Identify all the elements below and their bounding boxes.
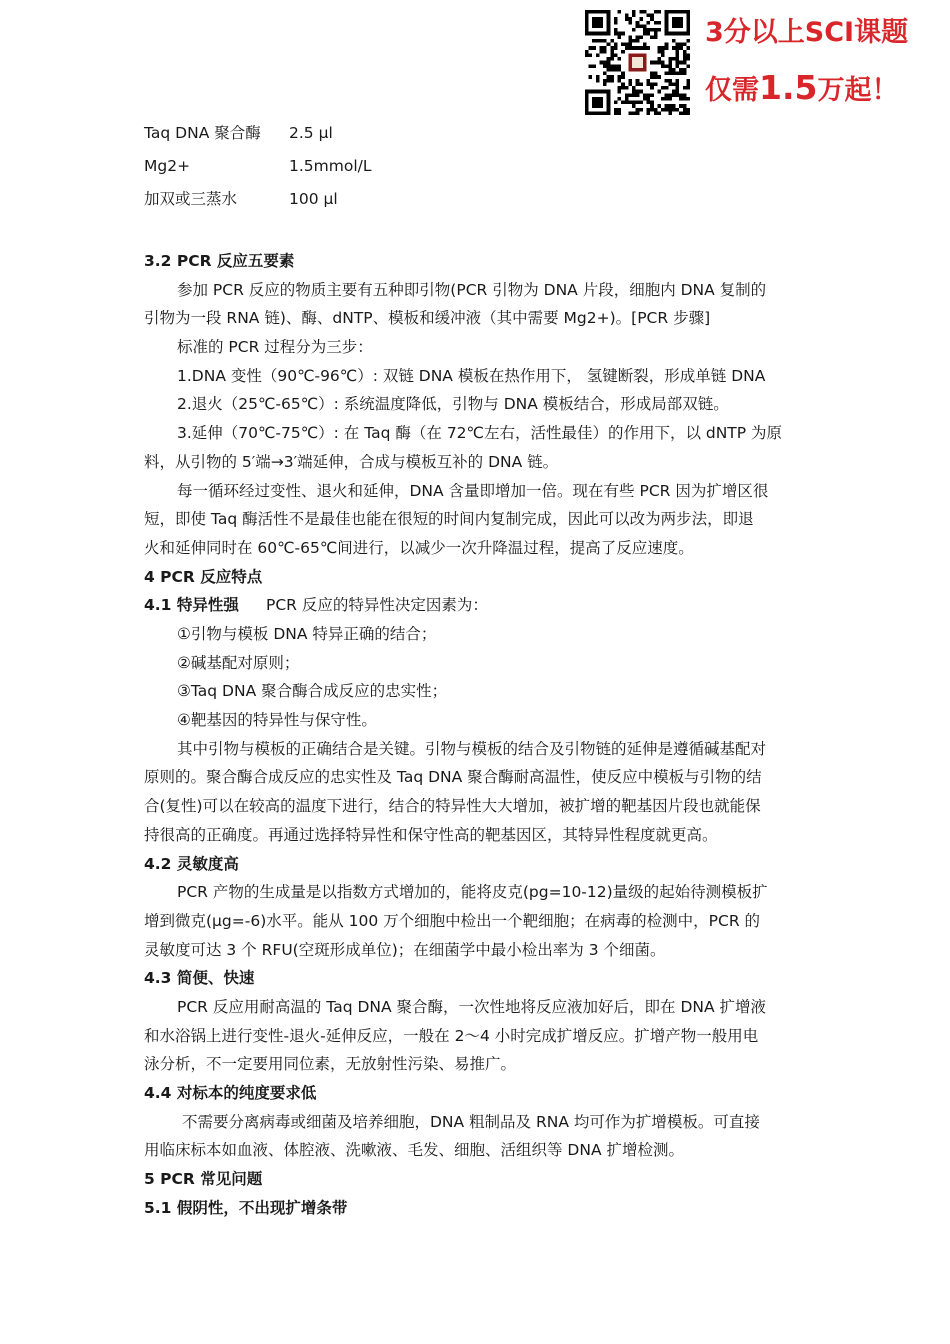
ad-suffix: 万起！: [817, 75, 899, 106]
paragraph-line: 持很高的正确度。再通过选择特异性和保守性高的靶基因区，其特异性程度就更高。: [144, 826, 718, 844]
reagent-value: 100 μl: [289, 190, 338, 208]
paragraph-line: 灵敏度可达 3 个 RFU(空斑形成单位)；在细菌学中最小检出率为 3 个细菌。: [144, 941, 666, 959]
section-heading: 4.2 灵敏度高: [144, 855, 239, 873]
paragraph-line: 合(复性)可以在较高的温度下进行，结合的特异性大大增加，被扩增的靶基因片段也就能保: [144, 797, 761, 815]
ad-prefix: 仅需: [705, 75, 759, 106]
paragraph-line: 引物为一段 RNA 链)、酶、dNTP、模板和缓冲液（其中需要 Mg2+)。[PCR 步骤]: [144, 309, 711, 327]
paragraph-line: 短，即使 Taq 酶活性不是最佳也能在很短的时间内复制完成，因此可以改为两步法，即退: [144, 510, 754, 528]
section-heading: 3.2 PCR 反应五要素: [144, 252, 295, 270]
section-heading: 4.1 特异性强: [144, 596, 239, 614]
paragraph-line: 2.退火（25℃-65℃）: 系统温度降低，引物与 DNA 模板结合，形成局部双链。: [177, 395, 729, 413]
list-item: ④靶基因的特异性与保守性。: [177, 711, 377, 729]
paragraph-line: 1.DNA 变性（90℃-96℃）: 双链 DNA 模板在热作用下， 氢键断裂，形成单链 DNA: [177, 367, 766, 385]
paragraph-line: 料，从引物的 5′端→3′端延伸，合成与模板互补的 DNA 链。: [144, 453, 559, 471]
paragraph-line: 3.延伸（70℃-75℃）: 在 Taq 酶（在 72℃左右，活性最佳）的作用下，以 dNTP 为原: [177, 424, 783, 442]
ad-headline: 3分以上SCI课题: [705, 17, 909, 48]
paragraph-line: 每一循环经过变性、退火和延伸，DNA 含量即增加一倍。现在有些 PCR 因为扩增区很: [177, 482, 769, 500]
paragraph-line: 原则的。聚合酶合成反应的忠实性及 Taq DNA 聚合酶耐高温性，使反应中模板与引物的结: [144, 768, 762, 786]
paragraph-line: PCR 产物的生成量是以指数方式增加的，能将皮克(pg=10-12)量级的起始待测模板扩: [177, 883, 768, 901]
list-item: ②碱基配对原则；: [177, 654, 300, 672]
paragraph-line: 增到微克(μg=-6)水平。能从 100 万个细胞中检出一个靶细胞；在病毒的检测中，PCR 的: [144, 912, 761, 930]
reagent-value: 2.5 μl: [289, 124, 333, 142]
reagent-name: Mg2+: [144, 157, 191, 175]
section-heading: 5.1 假阴性，不出现扩增条带: [144, 1199, 348, 1217]
list-item: ①引物与模板 DNA 特异正确的结合；: [177, 625, 437, 643]
reagent-name: 加双或三蒸水: [144, 190, 238, 208]
paragraph-line: 参加 PCR 反应的物质主要有五种即引物(PCR 引物为 DNA 片段，细胞内 DNA 复制的: [177, 281, 767, 299]
qr-code: [585, 10, 690, 115]
reagent-name: Taq DNA 聚合酶: [144, 124, 261, 142]
section-heading: 5 PCR 常见问题: [144, 1170, 263, 1188]
ad-price: 1.5: [759, 68, 818, 107]
paragraph-line: 用临床标本如血液、体腔液、洗嗽液、毛发、细胞、活组织等 DNA 扩增检测。: [144, 1141, 684, 1159]
paragraph-line: 标准的 PCR 过程分为三步：: [177, 338, 373, 356]
section-heading: 4 PCR 反应特点: [144, 568, 263, 586]
paragraph-line: 和水浴锅上进行变性-退火-延伸反应，一般在 2～4 小时完成扩增反应。扩增产物一般用电: [144, 1027, 759, 1045]
reagent-value: 1.5mmol/L: [289, 157, 372, 175]
paragraph-line: PCR 反应用耐高温的 Taq DNA 聚合酶，一次性地将反应液加好后，即在 DNA 扩增液: [177, 998, 767, 1016]
section-heading: 4.4 对标本的纯度要求低: [144, 1084, 317, 1102]
ad-subline: [705, 68, 898, 111]
paragraph-line: PCR 反应的特异性决定因素为：: [266, 596, 488, 614]
paragraph-line: 火和延伸同时在 60℃-65℃间进行，以减少一次升降温过程，提高了反应速度。: [144, 539, 694, 557]
paragraph-line: 其中引物与模板的正确结合是关键。引物与模板的结合及引物链的延伸是遵循碱基配对: [177, 740, 767, 758]
section-heading: 4.3 简便、快速: [144, 969, 255, 987]
paragraph-line: 泳分析，不一定要用同位素，无放射性污染、易推广。: [144, 1055, 517, 1073]
paragraph-line: 不需要分离病毒或细菌及培养细胞，DNA 粗制品及 RNA 均可作为扩增模板。可直接: [182, 1113, 760, 1131]
list-item: ③Taq DNA 聚合酶合成反应的忠实性；: [177, 682, 448, 700]
